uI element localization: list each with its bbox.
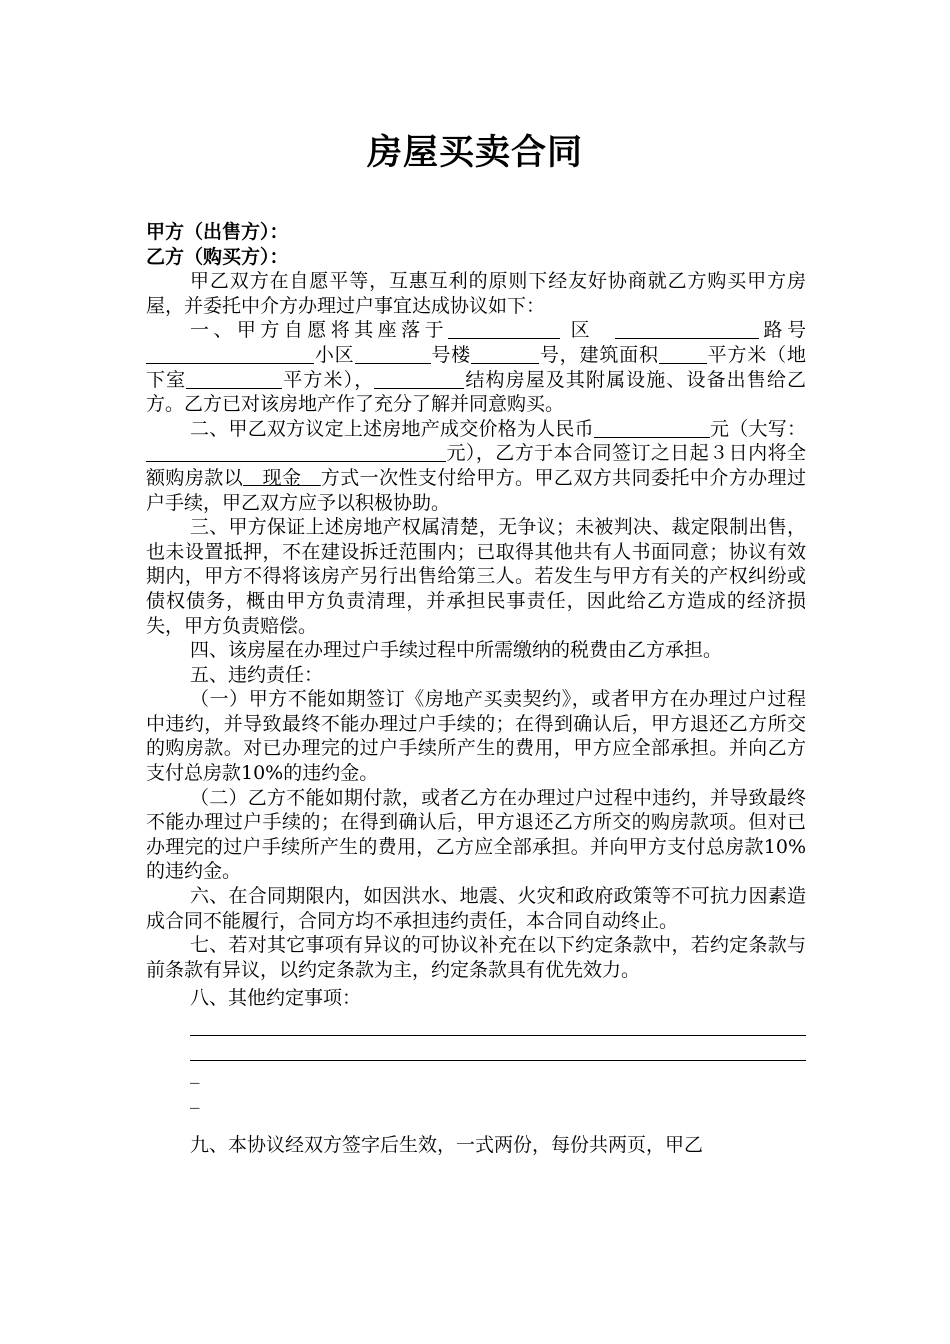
- clause-2-text: 元），乙方于本合同签订之日起３日内将全额购房款以: [146, 442, 806, 489]
- other-terms-line-2: [190, 1036, 806, 1061]
- clause-7: 七、若对其它事项有异议的可协议补充在以下约定条款中，若约定条款与前条款有异议，以约定条款为主，约定条款具有优先效力。: [146, 934, 806, 981]
- basement-area-blank: [186, 369, 282, 389]
- clause-1-text: 一、甲方自愿将其座落于: [190, 319, 449, 342]
- clause-1-text: 区: [570, 319, 595, 342]
- contract-body: [146, 220, 806, 1158]
- clause-2-text: 二、甲乙双方议定上述房地产成交价格为人民币: [190, 417, 594, 440]
- clause-1-text: 号，建筑面积: [539, 343, 659, 366]
- clause-1-text: 结构房屋及其附属设施、设备出售给乙方。乙方已对该房地产作了充分了解并同意购买。: [146, 368, 806, 416]
- clause-1-text: 小区: [314, 343, 355, 366]
- party-b-label: 乙方（购买方）：: [146, 245, 289, 268]
- clause-8: 八、其他约定事项：: [190, 987, 362, 1010]
- clause-1-text: 平方米（地下室: [146, 343, 806, 391]
- clause-1-text: 号楼: [430, 343, 471, 366]
- building-blank: [355, 344, 431, 364]
- area-blank: [659, 344, 707, 364]
- price-blank: [594, 418, 710, 438]
- other-terms-line-1: [190, 1011, 806, 1036]
- clause-5-item-1: （一）甲方不能如期签订《房地产买卖契约》，或者甲方在办理过户过程中违约，并导致最终不能办理过户手续的；在得到确认后，甲方退还乙方所交的购房款。对已办理完的过户手续所产生的费用，甲方应全部承担。并向乙方支付总房款10%的违约金。: [146, 688, 806, 785]
- number-blank: [146, 344, 314, 364]
- clause-5-heading: 五、违约责任：: [190, 663, 324, 686]
- payment-method: 现金: [262, 466, 302, 489]
- structure-blank: [374, 369, 464, 389]
- price-words-blank: [146, 442, 446, 462]
- clause-5-item-2: （二）乙方不能如期付款，或者乙方在办理过户过程中违约，并导致最终不能办理过户手续的；在得到确认后，甲方退还乙方所交的购房款项。但对已办理完的过户手续所产生的费用，乙方应全部承担。并向甲方支付总房款10%的违约金。: [146, 786, 806, 883]
- party-a-label: 甲方（出售方）：: [146, 221, 289, 243]
- clause-2: [146, 417, 806, 515]
- document-title: 房屋买卖合同: [366, 133, 583, 173]
- intro-paragraph: 甲乙双方在自愿平等，互惠互利的原则下经友好协商就乙方购买甲方房屋，并委托中介方办理过户事宜达成协议如下：: [146, 270, 806, 317]
- clause-1-text: 路号: [759, 319, 806, 342]
- unit-blank: [471, 344, 539, 364]
- clause-4: 四、该房屋在办理过户手续过程中所需缴纳的税费由乙方承担。: [190, 639, 723, 662]
- clause-6: 六、在合同期限内，如因洪水、地震、火灾和政府政策等不可抗力因素造成合同不能履行，合同方均不承担违约责任，本合同自动终止。: [146, 885, 806, 932]
- clause-3: 三、甲方保证上述房地产权属清楚，无争议；未被判决、裁定限制出售，也未设置抵押，不在建设拆迁范围内；已取得其他共有人书面同意；协议有效期内，甲方不得将该房产另行出售给第三人。若发生与甲方有关的产权纠纷或债权债务，概由甲方负责清理，并承担民事责任，因此给乙方造成的经济损失，甲方负责赔偿。: [146, 516, 806, 637]
- clause-2-text: 方式一次性支付给甲方。甲乙双方共同委托中介方办理过户手续，甲乙双方应予以积极协助。: [146, 466, 806, 514]
- clause-9: 九、本协议经双方签字后生效，一式两份，每份共两页，甲乙: [190, 1134, 704, 1156]
- clause-1: [146, 318, 806, 416]
- other-terms-line-3: _: [190, 1062, 200, 1084]
- clause-2-text: 元（大写：: [709, 417, 806, 440]
- district-blank: [448, 319, 560, 339]
- other-terms-line-4: _: [190, 1087, 200, 1109]
- clause-1-text: 平方米），: [282, 368, 375, 391]
- road-blank: [615, 319, 759, 339]
